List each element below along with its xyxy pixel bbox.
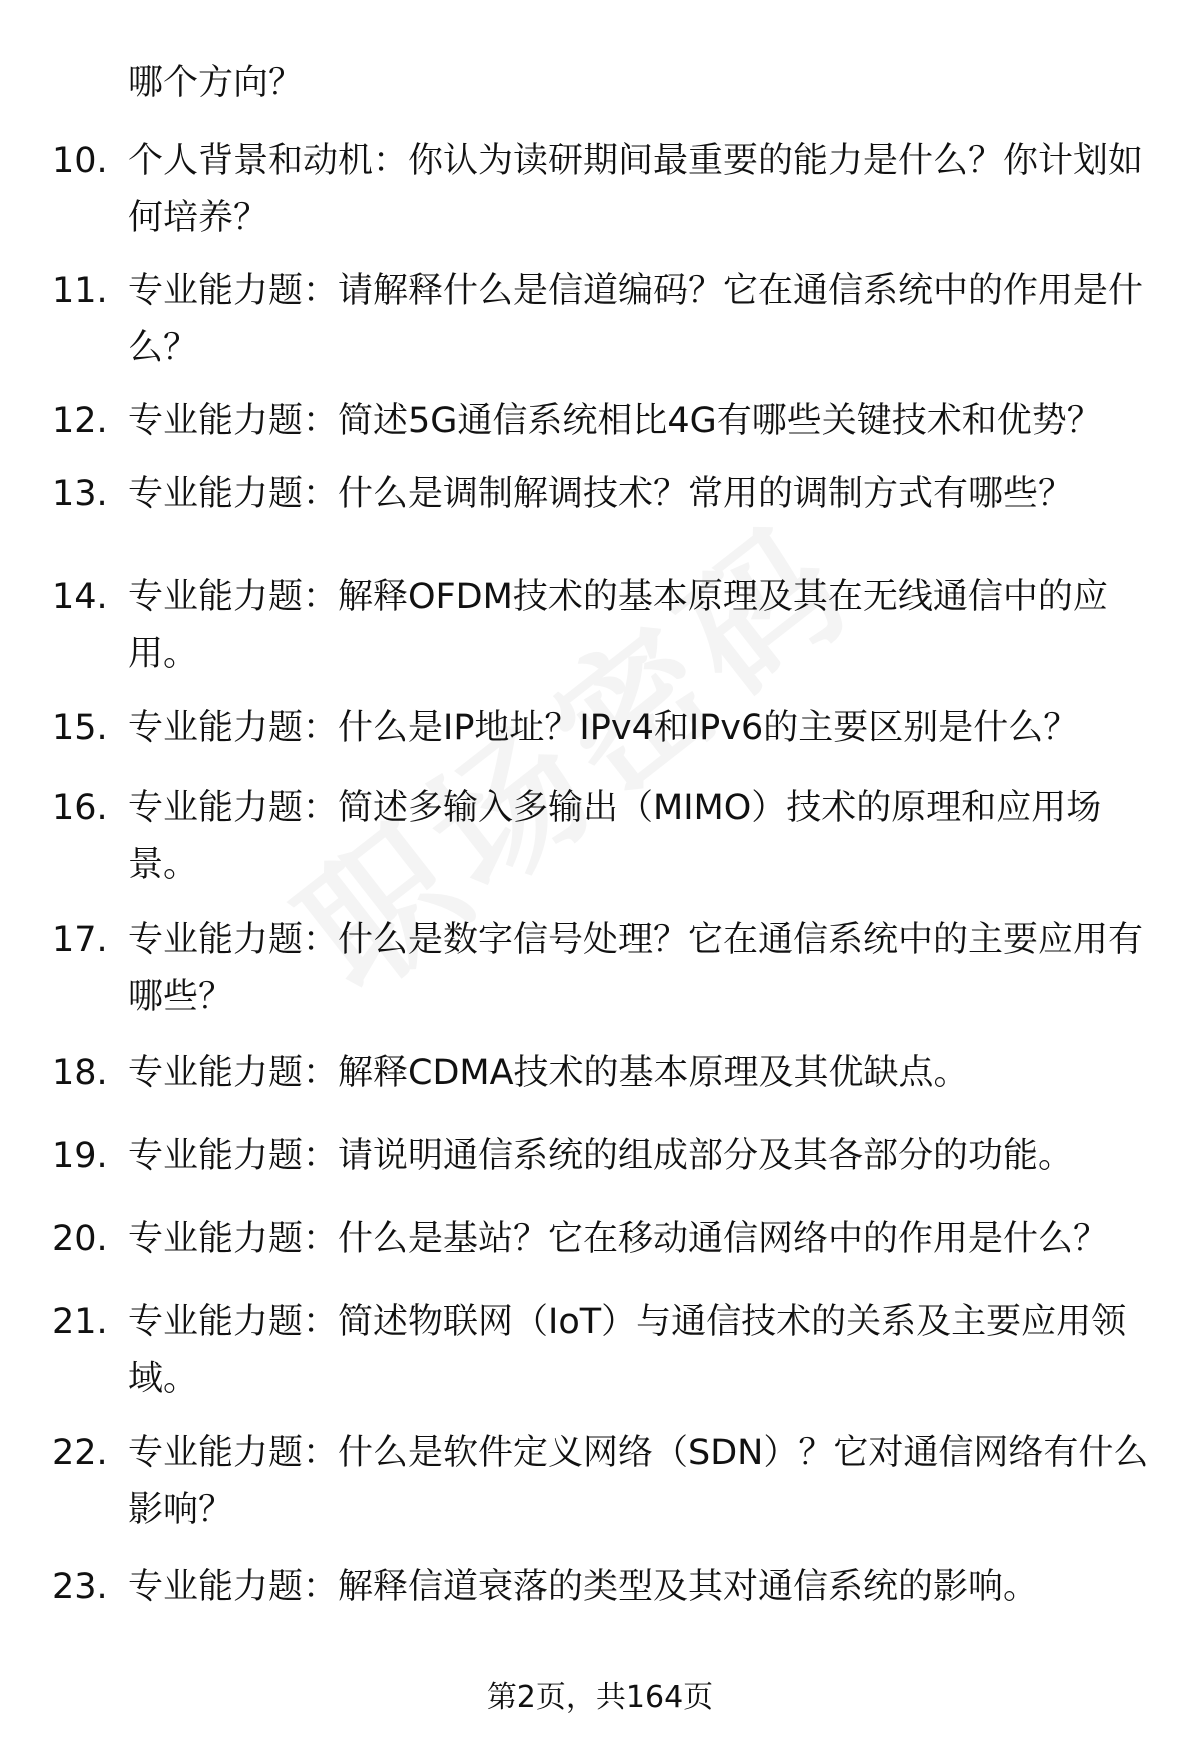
item-number: 14. [52,577,108,617]
item-text: 专业能力题：简述物联网（IoT）与通信技术的关系及主要应用领域。 [128,1302,1127,1399]
item-text: 专业能力题：什么是IP地址？IPv4和IPv6的主要区别是什么？ [128,708,1079,748]
item-text: 专业能力题：什么是调制解调技术？常用的调制方式有哪些？ [128,474,1074,514]
item-text: 专业能力题：解释OFDM技术的基本原理及其在无线通信中的应用。 [128,577,1108,674]
item-number: 21. [52,1302,108,1342]
item-text: 专业能力题：解释信道衰落的类型及其对通信系统的影响。 [128,1567,1039,1607]
item-text: 专业能力题：请说明通信系统的组成部分及其各部分的功能。 [128,1136,1074,1176]
continuation-text: 哪个方向？ [128,63,304,103]
item-number: 18. [52,1053,108,1093]
item-text: 专业能力题：什么是软件定义网络（SDN）？它对通信网络有什么影响？ [128,1433,1149,1530]
item-number: 22. [52,1433,108,1473]
item-number: 20. [52,1219,108,1259]
item-number: 12. [52,401,108,441]
item-text: 专业能力题：什么是数字信号处理？它在通信系统中的主要应用有哪些？ [128,920,1144,1017]
page-footer: 第2页，共164页 [486,1680,714,1715]
item-number: 16. [52,788,108,828]
item-number: 11. [52,271,108,311]
item-text: 专业能力题：请解释什么是信道编码？它在通信系统中的作用是什么？ [128,271,1144,368]
item-number: 17. [52,920,108,960]
item-number: 23. [52,1567,108,1607]
item-text: 个人背景和动机：你认为读研期间最重要的能力是什么？你计划如何培养？ [128,141,1144,238]
item-text: 专业能力题：简述5G通信系统相比4G有哪些关键技术和优势？ [128,401,1102,441]
item-text: 专业能力题：简述多输入多输出（MIMO）技术的原理和应用场景。 [128,788,1102,885]
item-number: 13. [52,474,108,514]
item-number: 10. [52,141,108,181]
item-number: 19. [52,1136,108,1176]
item-text: 专业能力题：解释CDMA技术的基本原理及其优缺点。 [128,1053,969,1093]
item-text: 专业能力题：什么是基站？它在移动通信网络中的作用是什么？ [128,1219,1109,1259]
item-number: 15. [52,708,108,748]
